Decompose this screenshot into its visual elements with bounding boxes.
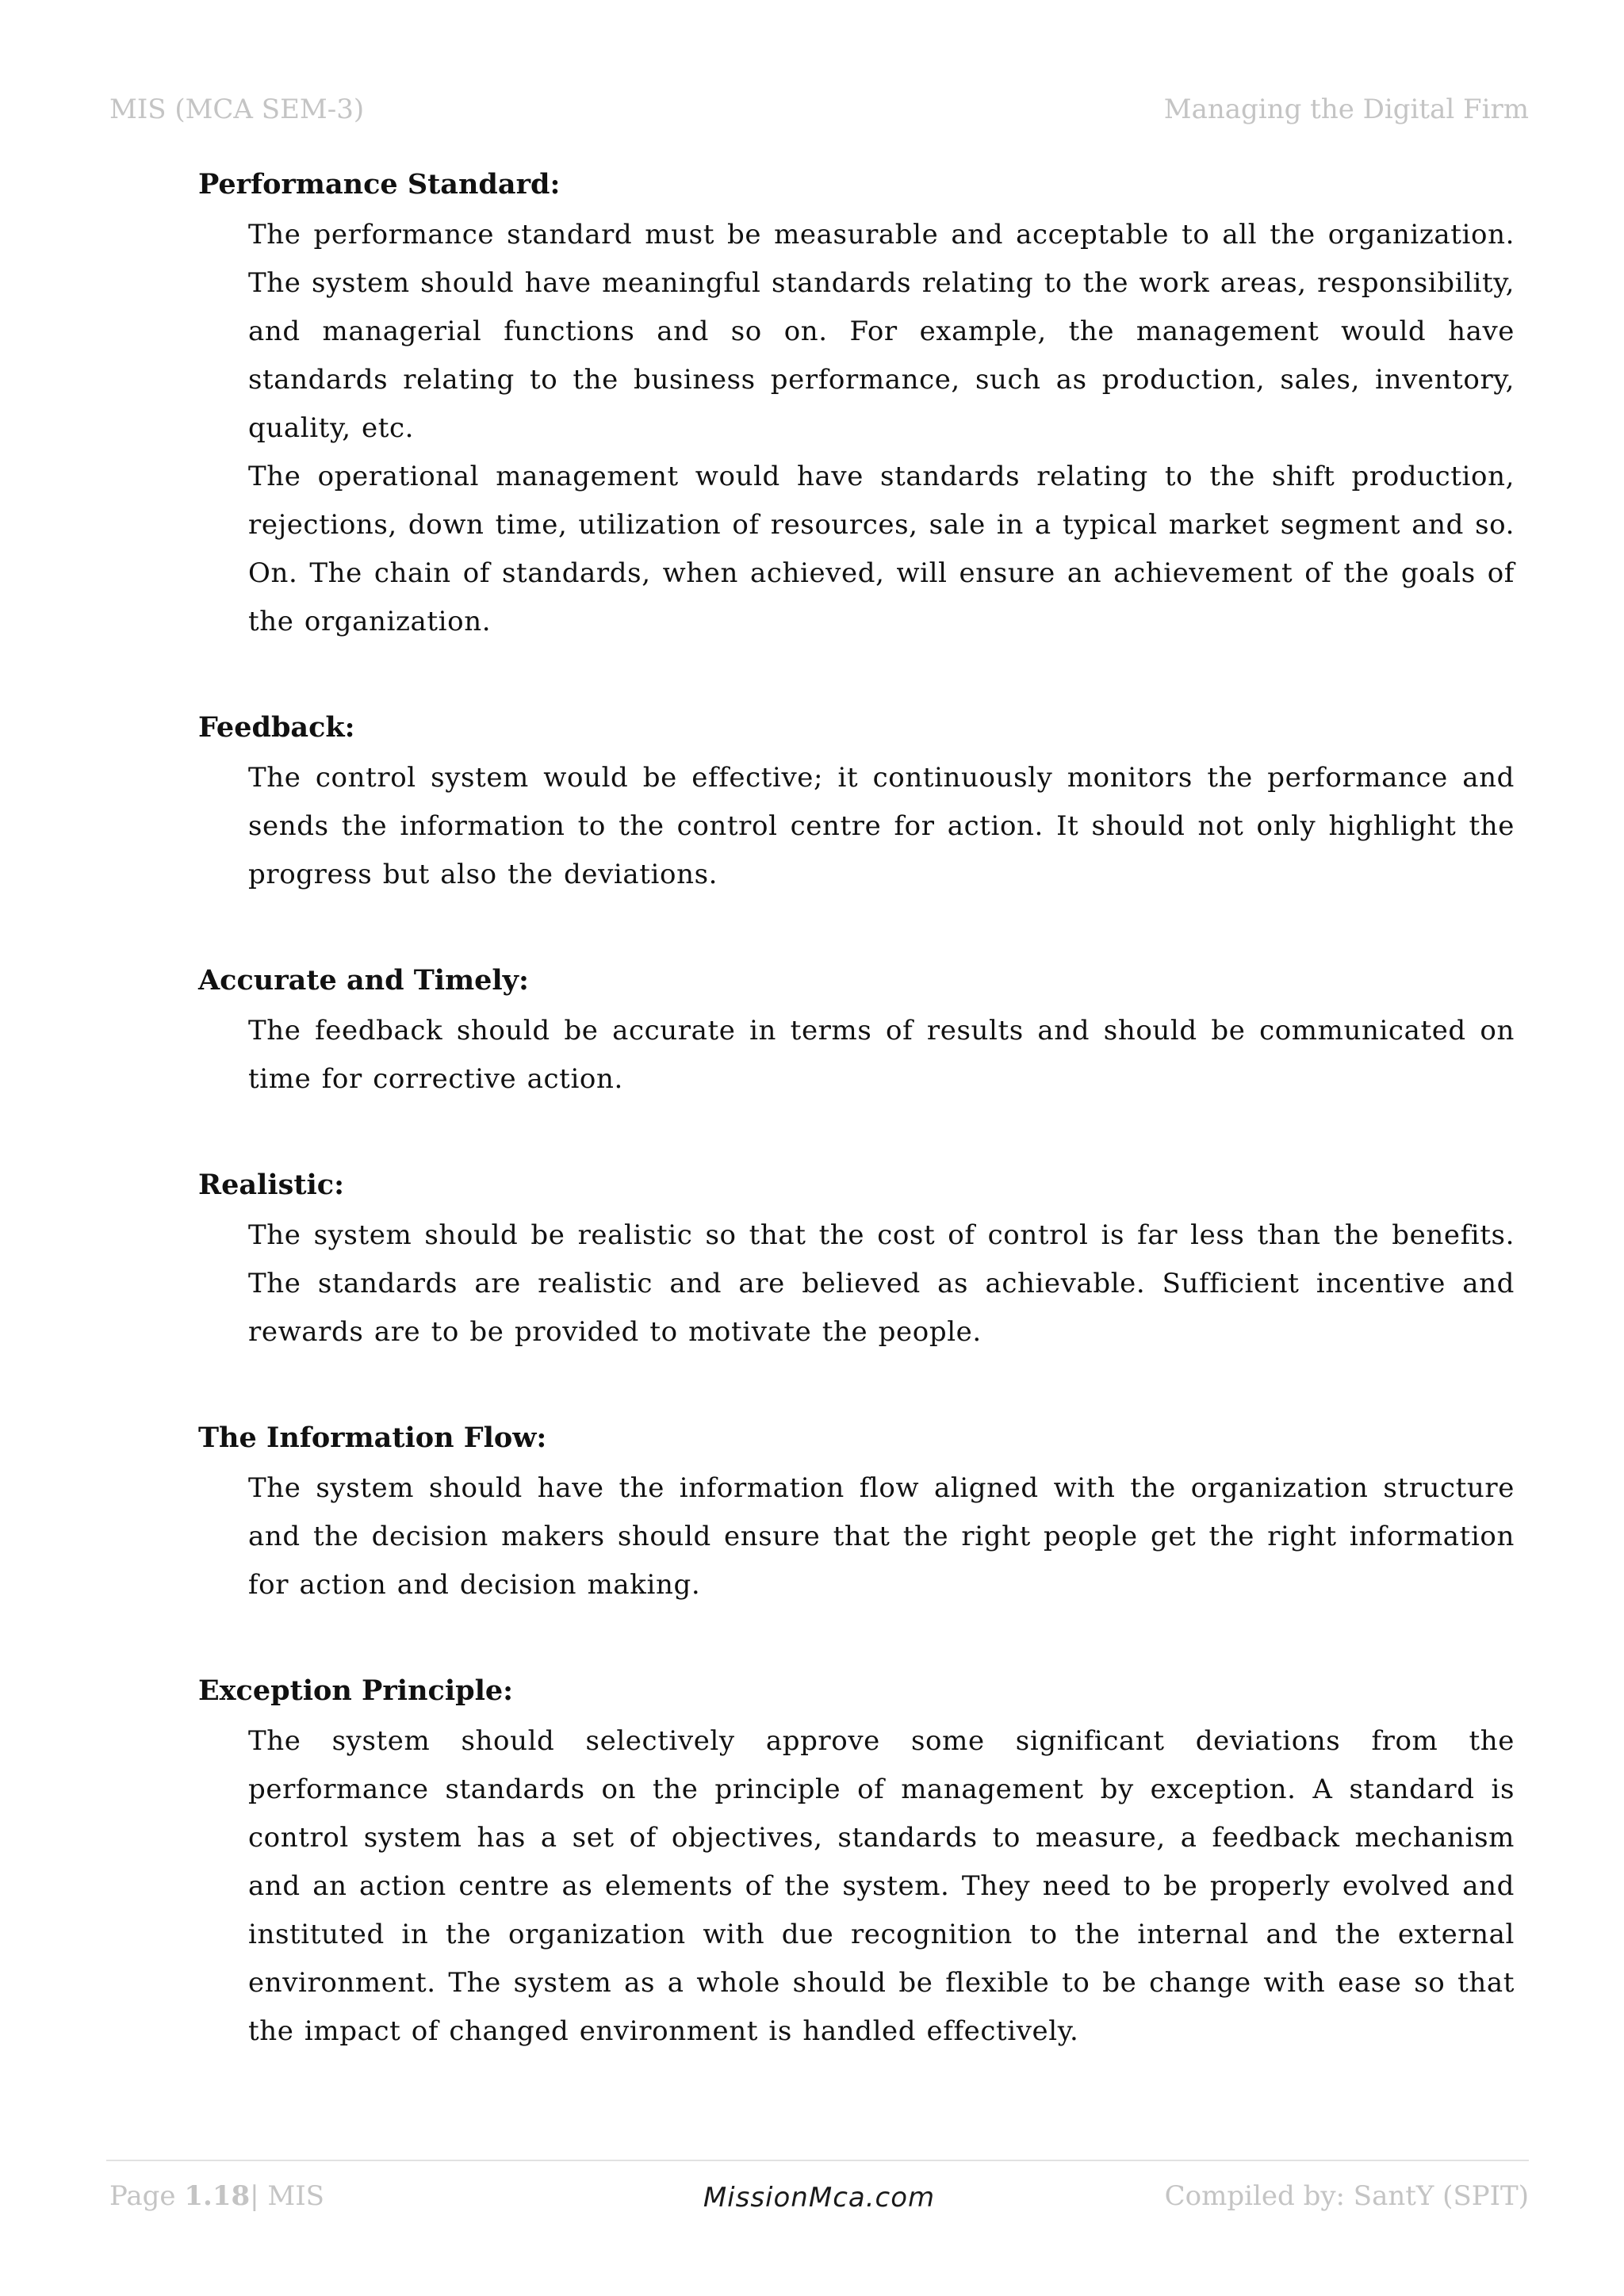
section-title: Performance Standard:: [198, 168, 561, 201]
paragraph: The performance standard must be measurable and acceptable to all the organization. The system should have meaningful standards relating to the work areas, responsibility, and managerial functions and so on. For example, the management would have standards relating to the business performance, such as production, sales, inventory, quality, etc.: [248, 219, 1515, 444]
section-body: [198, 1464, 1515, 1609]
section-body: [198, 211, 1515, 646]
footer-page-label: [109, 2180, 324, 2212]
section-realistic: [198, 1165, 1515, 1357]
section-title: Feedback:: [198, 711, 355, 744]
header-chapter-title: Managing the Digital Firm: [1163, 94, 1529, 125]
section-exception-principle: [198, 1671, 1515, 2056]
footer-page-prefix: Page: [109, 2180, 185, 2212]
section-body: [198, 754, 1515, 899]
section-body: [198, 1211, 1515, 1357]
footer-page-number: 1.18: [184, 2180, 251, 2212]
section-accurate-and-timely: [198, 961, 1515, 1104]
section-feedback: [198, 708, 1515, 899]
section-title: Exception Principle:: [198, 1674, 514, 1707]
paragraph: The feedback should be accurate in terms of results and should be communicated on time for corrective action.: [248, 1015, 1515, 1095]
footer-site-logo: MissionMca.com: [703, 2182, 936, 2214]
paragraph: The system should selectively approve some significant deviations from the performance standards on the principle of management by exception. A standard is control system has a set of objectives, standards to measure, a feedback mechanism and an action centre as elements of the system. They need to be properly evolved and instituted in the organization with due recognition to the internal and the external environment. The system as a whole should be flexible to be change with ease so that the impact of changed environment is handled effectively.: [248, 1725, 1515, 2047]
section-title: Realistic:: [198, 1169, 345, 1201]
page-header: [109, 94, 1529, 133]
paragraph: The system should have the information flow aligned with the organization structure and the decision makers should ensure that the right people get the right information for action and decision making.: [248, 1472, 1515, 1601]
section-title: The Information Flow:: [198, 1422, 547, 1454]
paragraph: The operational management would have standards relating to the shift production, rejections, down time, utilization of resources, sale in a typical market segment and so. On. The chain of standards, when achieved, will ensure an achievement of the goals of the organization.: [248, 461, 1515, 637]
paragraph: The control system would be effective; it continuously monitors the performance and sends the information to the control centre for action. It should not only highlight the progress but also the deviations.: [248, 762, 1515, 890]
footer-compiled-by: Compiled by: SantY (SPIT): [1164, 2180, 1529, 2212]
footer-page-suffix: | MIS: [250, 2180, 324, 2212]
paragraph: The system should be realistic so that the cost of control is far less than the benefits. The standards are realistic and are believed as achievable. Sufficient incentive and rewards are to be provided to motivate the people.: [248, 1219, 1515, 1348]
section-body: [198, 1717, 1515, 2056]
header-course-label: MIS (MCA SEM-3): [109, 94, 365, 125]
section-information-flow: [198, 1418, 1515, 1609]
footer-divider: [106, 2160, 1529, 2161]
section-title: Accurate and Timely:: [198, 964, 529, 997]
document-content: [198, 165, 1515, 2118]
section-performance-standard: [198, 165, 1515, 646]
page-footer: [109, 2174, 1529, 2221]
section-body: [198, 1007, 1515, 1104]
